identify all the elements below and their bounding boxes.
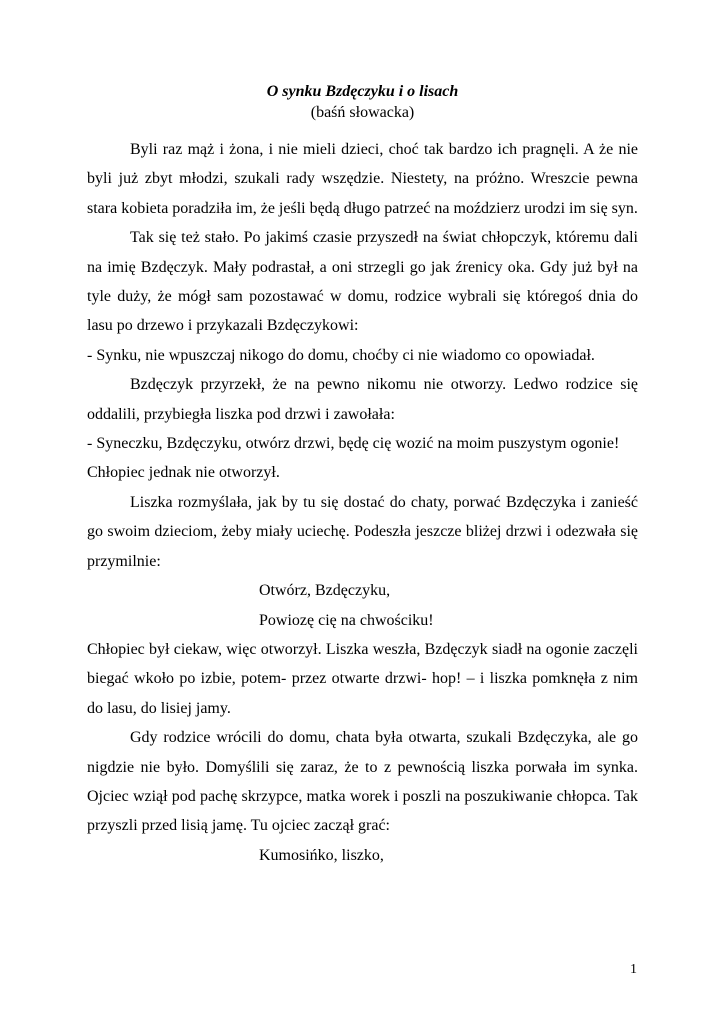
document-page [87, 82, 638, 870]
paragraph-7: Gdy rodzice wrócili do domu, chata była otwarta, szukali Bzdęczyka, ale go nigdzie nie było. Domyślili się zaraz, że to z pewnością liszka porwała im synka. Ojciec wziął pod pachę skrzypce, matka worek i poszli na poszukiwanie chłopca. Tak przyszli przed lisią jamę. Tu ojciec zaczął grać: [87, 729, 638, 835]
story-title: O synku Bzdęczyku i o lisach [266, 83, 459, 100]
verse-line-1: Otwórz, Bzdęczyku, [259, 582, 391, 600]
paragraph-6: Chłopiec był ciekaw, więc otworzył. Liszka weszła, Bzdęczyk siadł na ogonie zaczęli biegać wkoło po izbie, potem- przez otwarte drzwi- hop! – i liszka pomknęła z nim do lasu, do lisiej jamy. [87, 640, 638, 717]
verse-line-3: Kumosińko, liszko, [259, 846, 384, 864]
paragraph-2: Tak się też stało. Po jakimś czasie przyszedł na świat chłopczyk, któremu dali na imię Bzdęczyk. Mały podrastał, a oni strzegli go jak źrenicy oka. Gdy już był na tyle duży, że mógł sam pozostawać w domu, rodzice wybrali się któregoś dnia do lasu po drzewo i przykazali Bzdęczykowi: [87, 229, 638, 335]
paragraph-5: Liszka rozmyślała, jak by tu się dostać do chaty, porwać Bzdęczyka i zanieść go swoim dzieciom, żeby miały uciechę. Podeszła jeszcze bliżej drzwi i odezwała się przymilnie: [87, 493, 638, 570]
page-number: 1 [630, 962, 637, 977]
verse-line-2: Powiozę cię na chwościku! [259, 611, 434, 629]
paragraph-4: Chłopiec jednak nie otworzył. [87, 464, 280, 482]
paragraph-1: Byli raz mąż i żona, i nie mieli dzieci, choć tak bardzo ich pragnęli. A że nie byli już zbyt młodzi, szukali rady wszędzie. Niestety, na próżno. Wreszcie pewna stara kobieta poradziła im, że jeśli będą długo patrzeć na moździerz urodzi im się syn. [87, 141, 638, 217]
dialogue-line-1: - Synku, nie wpuszczaj nikogo do domu, choćby ci nie wiadomo co opowiadał. [87, 346, 595, 364]
dialogue-line-2: - Syneczku, Bzdęczyku, otwórz drzwi, będę cię wozić na moim puszystym ogonie! [87, 435, 620, 453]
paragraph-3: Bzdęczyk przyrzekł, że na pewno nikomu nie otworzy. Ledwo rodzice się oddalili, przybiegła liszka pod drzwi i zawołała: [87, 376, 638, 423]
story-subtitle: (baśń słowacka) [310, 104, 415, 121]
